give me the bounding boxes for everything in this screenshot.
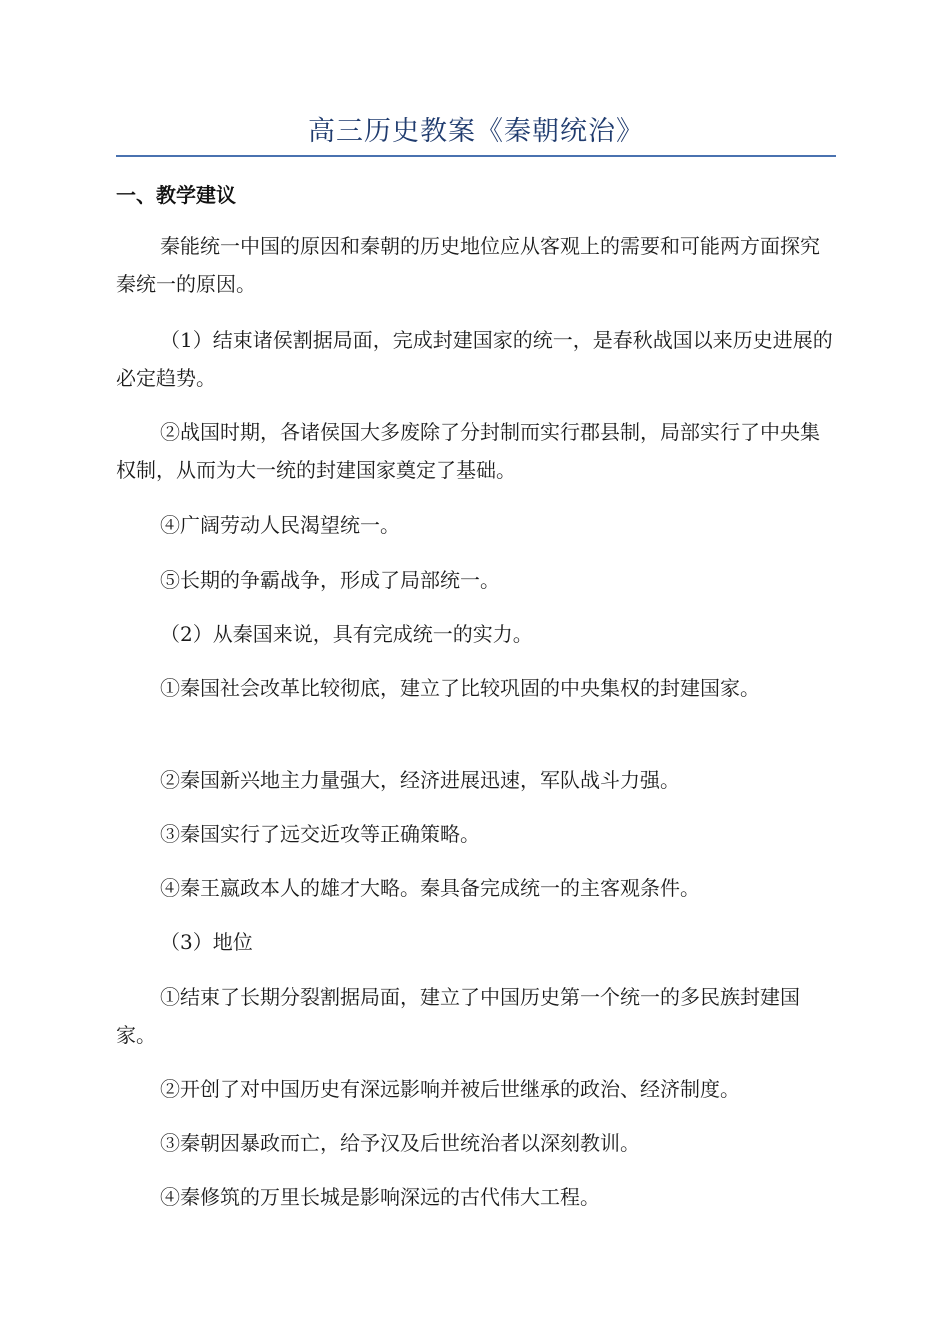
paragraph: ③秦朝因暴政而亡，给予汉及后世统治者以深刻教训。 bbox=[160, 1131, 640, 1155]
paragraph: 秦能统一中国的原因和秦朝的历史地位应从客观上的需要和可能两方面探究秦统一的原因。 bbox=[116, 234, 820, 296]
title-divider bbox=[116, 155, 836, 157]
paragraph: ④秦修筑的万里长城是影响深远的古代伟大工程。 bbox=[160, 1185, 600, 1209]
paragraph: ②开创了对中国历史有深远影响并被后世继承的政治、经济制度。 bbox=[160, 1077, 740, 1101]
paragraph: ①秦国社会改革比较彻底，建立了比较巩固的中央集权的封建国家。 bbox=[160, 676, 760, 700]
paragraph: ④广阔劳动人民渴望统一。 bbox=[160, 513, 400, 537]
document-title: 高三历史教案《秦朝统治》 bbox=[308, 116, 644, 147]
paragraph: （2）从秦国来说，具有完成统一的实力。 bbox=[160, 622, 533, 646]
section-heading: 一、教学建议 bbox=[116, 183, 236, 207]
paragraph: ②秦国新兴地主力量强大，经济进展迅速，军队战斗力强。 bbox=[160, 768, 680, 792]
paragraph: ②战国时期，各诸侯国大多废除了分封制而实行郡县制，局部实行了中央集权制，从而为大一统的封建国家奠定了基础。 bbox=[116, 420, 820, 482]
paragraph: （3）地位 bbox=[160, 930, 253, 954]
paragraph: ④秦王嬴政本人的雄才大略。秦具备完成统一的主客观条件。 bbox=[160, 876, 700, 900]
paragraph: （1）结束诸侯割据局面，完成封建国家的统一，是春秋战国以来历史进展的必定趋势。 bbox=[116, 328, 833, 390]
paragraph: ③秦国实行了远交近攻等正确策略。 bbox=[160, 822, 480, 846]
paragraph: ⑤长期的争霸战争，形成了局部统一。 bbox=[160, 568, 500, 592]
paragraph: ①结束了长期分裂割据局面，建立了中国历史第一个统一的多民族封建国家。 bbox=[116, 985, 800, 1047]
